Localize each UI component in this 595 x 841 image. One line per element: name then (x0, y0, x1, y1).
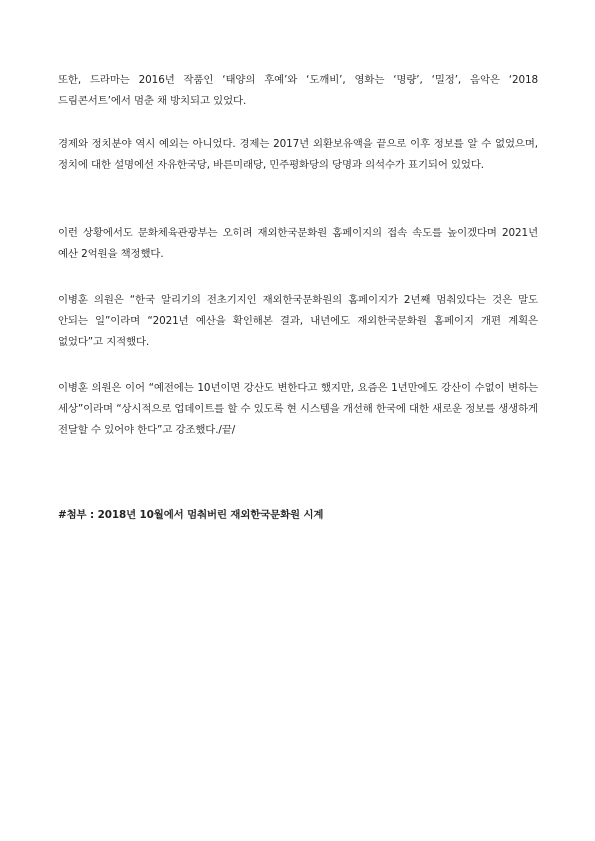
paragraph-budget: 이런 상황에서도 문화체육관광부는 오히려 재외한국문화원 홈페이지의 접속 속도를 높이겠다며 2021년 예산 2억원을 책정했다. (58, 227, 539, 260)
paragraph-economy-politics: 경제와 정치분야 역시 예외는 아니었다. 경제는 2017년 외환보유액을 끝으로 이후 정보를 알 수 없었으며, 정치에 대한 설명에선 자유한국당, 바른미래당, 민주평화당의 당명과 의석수가 표기되어 있었다. (58, 138, 538, 171)
paragraph-drama-film-music: 또한, 드라마는 2016년 작품인 ‘태양의 후예’와 ‘도깨비’, 영화는 ‘명량’, ‘밀정’, 음악은 ‘2018 드림콘서트’에서 멈춘 채 방치되고 있었다. (58, 74, 538, 107)
paragraph-lawmaker-quote-1: 이병훈 의원은 “한국 알리기의 전초기지인 재외한국문화원의 홈페이지가 2년째 멈춰있다는 것은 말도 안되는 일”이라며 “2021년 예산을 확인해본 결과, 내년에도 재외한국문화원 홈페이지 개편 계획은 없었다”고 지적했다. (58, 294, 538, 348)
paragraph-lawmaker-quote-2: 이병훈 의원은 이어 “예전에는 10년이면 강산도 변한다고 했지만, 요즘은 1년만에도 강산이 수없이 변하는 세상”이라며 “상시적으로 업데이트를 할 수 있도록 현 시스템을 개선해 한국에 대한 새로운 정보를 생생하게 전달할 수 있어야 한다”고 강조했다./끝/ (58, 382, 538, 436)
attachment-note: #첨부 : 2018년 10월에서 멈춰버린 재외한국문화원 시계 (58, 509, 324, 521)
